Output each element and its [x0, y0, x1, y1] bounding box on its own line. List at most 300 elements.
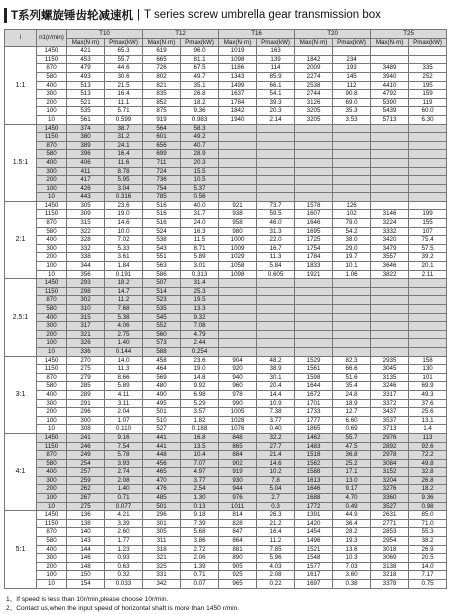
value-cell: [371, 339, 409, 348]
value-cell: [257, 167, 295, 176]
value-cell: 16.3: [181, 227, 219, 236]
value-cell: 8.78: [105, 167, 143, 176]
value-cell: 49.7: [181, 72, 219, 81]
value-cell: [333, 339, 371, 348]
value-cell: 73.7: [257, 201, 295, 210]
value-cell: 3.60: [333, 571, 371, 580]
value-cell: 930: [219, 476, 257, 485]
value-cell: 315: [67, 313, 105, 322]
value-cell: 75.4: [409, 236, 447, 245]
speed-cell: 300: [37, 244, 67, 253]
value-cell: 2853: [371, 528, 409, 537]
value-cell: 453: [67, 55, 105, 64]
value-cell: 2976: [371, 433, 409, 442]
value-cell: [333, 47, 371, 56]
value-cell: 1772: [295, 502, 333, 511]
value-cell: [371, 313, 409, 322]
value-cell: 30.6: [105, 72, 143, 81]
value-cell: [257, 193, 295, 202]
value-cell: [295, 184, 333, 193]
value-cell: 3646: [371, 262, 409, 271]
page-title: [4, 3, 446, 27]
value-cell: 1076: [219, 425, 257, 434]
value-cell: 14.4: [257, 390, 295, 399]
value-cell: 495: [143, 399, 181, 408]
speed-cell: 1150: [37, 442, 67, 451]
value-cell: 112: [333, 81, 371, 90]
value-cell: 516: [143, 210, 181, 219]
header-unit-torque: Max(N·m): [295, 38, 333, 47]
table-row: [5, 219, 447, 228]
value-cell: 7.8: [257, 476, 295, 485]
speed-cell: 400: [37, 313, 67, 322]
value-cell: 2.75: [105, 330, 143, 339]
value-cell: 3246: [371, 382, 409, 391]
header-model: T20: [295, 30, 371, 39]
value-cell: 374: [67, 124, 105, 133]
speed-cell: 580: [37, 537, 67, 546]
value-cell: 3135: [371, 373, 409, 382]
value-cell: 920: [219, 365, 257, 374]
speed-cell: 200: [37, 98, 67, 107]
value-cell: 1518: [295, 451, 333, 460]
header-unit-power: Pmax(kW): [105, 38, 143, 47]
value-cell: 270: [67, 356, 105, 365]
value-cell: 543: [143, 244, 181, 253]
value-cell: 3537: [371, 416, 409, 425]
value-cell: [371, 322, 409, 331]
value-cell: 1420: [295, 519, 333, 528]
value-cell: 501: [143, 502, 181, 511]
value-cell: 5.95: [105, 176, 143, 185]
value-cell: 7.39: [181, 519, 219, 528]
value-cell: 1725: [295, 236, 333, 245]
value-cell: 16.4: [257, 528, 295, 537]
value-cell: 1865: [295, 425, 333, 434]
value-cell: 3045: [371, 365, 409, 374]
value-cell: 130: [409, 365, 447, 374]
value-cell: 881: [219, 545, 257, 554]
value-cell: 20.3: [257, 107, 295, 116]
value-cell: 0.71: [105, 494, 143, 503]
value-cell: 71.0: [409, 519, 447, 528]
value-cell: 12.7: [333, 408, 371, 417]
value-cell: 5.29: [181, 399, 219, 408]
value-cell: [257, 322, 295, 331]
speed-cell: 400: [37, 236, 67, 245]
value-cell: 3940: [371, 72, 409, 81]
speed-cell: 100: [37, 107, 67, 116]
value-cell: 1011: [219, 502, 257, 511]
value-cell: 380: [67, 133, 105, 142]
table-row: [5, 330, 447, 339]
value-cell: 0.75: [409, 580, 447, 589]
value-cell: 69.9: [409, 382, 447, 391]
value-cell: 25.2: [333, 459, 371, 468]
value-cell: 140: [67, 528, 105, 537]
value-cell: 2.7: [257, 494, 295, 503]
value-cell: 19.0: [105, 210, 143, 219]
table-row: [5, 81, 447, 90]
value-cell: 10.3: [333, 554, 371, 563]
speed-cell: 200: [37, 330, 67, 339]
value-cell: 601: [143, 133, 181, 142]
value-cell: 527: [143, 425, 181, 434]
value-cell: [219, 339, 257, 348]
value-cell: 55.3: [409, 528, 447, 537]
value-cell: 10.0: [105, 227, 143, 236]
value-cell: [219, 133, 257, 142]
table-row: [5, 339, 447, 348]
value-cell: 3205: [295, 115, 333, 124]
value-cell: [409, 287, 447, 296]
value-cell: 551: [143, 253, 181, 262]
value-cell: 1.40: [105, 339, 143, 348]
table-row: [5, 545, 447, 554]
value-cell: 785: [143, 193, 181, 202]
value-cell: 1186: [219, 64, 257, 73]
value-cell: 3332: [371, 227, 409, 236]
value-cell: 17.1: [333, 468, 371, 477]
value-cell: 514: [143, 287, 181, 296]
value-cell: 569: [143, 373, 181, 382]
value-cell: 3360: [371, 494, 409, 503]
value-cell: 4792: [371, 90, 409, 99]
value-cell: 138: [67, 519, 105, 528]
speed-cell: 400: [37, 158, 67, 167]
value-cell: [257, 150, 295, 159]
speed-cell: 1150: [37, 365, 67, 374]
value-cell: 144: [67, 545, 105, 554]
value-cell: 3.77: [181, 476, 219, 485]
value-cell: 7.08: [181, 322, 219, 331]
value-cell: 79.0: [333, 219, 371, 228]
value-cell: 57.5: [409, 244, 447, 253]
value-cell: [333, 287, 371, 296]
value-cell: 31.7: [181, 210, 219, 219]
value-cell: 14.7: [105, 287, 143, 296]
value-cell: [295, 133, 333, 142]
value-cell: 14.8: [181, 373, 219, 382]
value-cell: 246: [67, 442, 105, 451]
table-row: [5, 305, 447, 314]
table-row: [5, 562, 447, 571]
value-cell: 573: [143, 339, 181, 348]
value-cell: 588: [143, 347, 181, 356]
table-row: [5, 141, 447, 150]
value-cell: [371, 287, 409, 296]
value-cell: [295, 313, 333, 322]
value-cell: 163: [257, 47, 295, 56]
ratio-cell: 1.5:1: [5, 124, 37, 201]
value-cell: 2538: [295, 81, 333, 90]
header-unit-power: Pmax(kW): [181, 38, 219, 47]
value-cell: 44.6: [105, 64, 143, 73]
value-cell: [219, 322, 257, 331]
speed-cell: 870: [37, 219, 67, 228]
value-cell: 0.983: [181, 115, 219, 124]
value-cell: 493: [67, 72, 105, 81]
speed-cell: 10: [37, 580, 67, 589]
value-cell: 26.9: [409, 545, 447, 554]
value-cell: 13.6: [333, 545, 371, 554]
value-cell: 1028: [219, 416, 257, 425]
value-cell: 2.74: [105, 468, 143, 477]
speed-cell: 1150: [37, 133, 67, 142]
value-cell: 3146: [371, 210, 409, 219]
table-row: [5, 227, 447, 236]
value-cell: 90.8: [333, 90, 371, 99]
table-row: [5, 193, 447, 202]
table-row: [5, 433, 447, 442]
value-cell: 665: [143, 55, 181, 64]
value-cell: 2009: [295, 64, 333, 73]
value-cell: 1701: [295, 399, 333, 408]
table-row: [5, 373, 447, 382]
value-cell: 85.9: [257, 72, 295, 81]
value-cell: [409, 305, 447, 314]
table-row: [5, 210, 447, 219]
table-row: [5, 279, 447, 288]
value-cell: 3372: [371, 399, 409, 408]
value-cell: 342: [143, 580, 181, 589]
value-cell: 2935: [371, 356, 409, 365]
value-cell: [295, 167, 333, 176]
value-cell: [333, 305, 371, 314]
value-cell: 925: [219, 571, 257, 580]
table-row: [5, 459, 447, 468]
value-cell: [371, 47, 409, 56]
value-cell: [295, 339, 333, 348]
value-cell: [333, 141, 371, 150]
value-cell: 39.2: [409, 253, 447, 262]
value-cell: 55.7: [333, 433, 371, 442]
value-cell: 563: [143, 262, 181, 271]
value-cell: 2.14: [257, 115, 295, 124]
value-cell: [295, 279, 333, 288]
value-cell: 5.89: [181, 253, 219, 262]
table-row: [5, 390, 447, 399]
value-cell: 0.56: [181, 193, 219, 202]
value-cell: 699: [143, 150, 181, 159]
value-cell: 1777: [295, 416, 333, 425]
value-cell: 5.84: [257, 262, 295, 271]
value-cell: 96.0: [181, 47, 219, 56]
value-cell: 18.9: [333, 399, 371, 408]
value-cell: 291: [67, 399, 105, 408]
value-cell: 92.6: [409, 442, 447, 451]
value-cell: 3420: [371, 236, 409, 245]
speed-cell: 400: [37, 81, 67, 90]
value-cell: [295, 47, 333, 56]
value-cell: 847: [219, 528, 257, 537]
value-cell: 7.54: [105, 442, 143, 451]
table-row: [5, 519, 447, 528]
value-cell: 28.2: [333, 528, 371, 537]
header-unit-power: Pmax(kW): [409, 38, 447, 47]
value-cell: 513: [67, 81, 105, 90]
value-cell: 332: [67, 244, 105, 253]
value-cell: 6.30: [409, 115, 447, 124]
value-cell: 139: [257, 55, 295, 64]
table-row: [5, 365, 447, 374]
value-cell: 1688: [295, 494, 333, 503]
value-cell: [409, 296, 447, 305]
title-english: T series screw umbrella gear transmission box: [144, 9, 381, 21]
value-cell: 3.01: [181, 262, 219, 271]
value-cell: 14.6: [105, 219, 143, 228]
value-cell: 1697: [295, 580, 333, 589]
value-cell: 3527: [371, 502, 409, 511]
value-cell: [371, 55, 409, 64]
table-row: [5, 476, 447, 485]
value-cell: 7.07: [181, 459, 219, 468]
table-row: [5, 72, 447, 81]
value-cell: 724: [143, 167, 181, 176]
value-cell: 19.3: [333, 537, 371, 546]
value-cell: 960: [219, 382, 257, 391]
value-cell: 726: [143, 64, 181, 73]
value-cell: 344: [67, 262, 105, 271]
table-row: [5, 270, 447, 279]
value-cell: 302: [67, 296, 105, 305]
value-cell: [333, 330, 371, 339]
value-cell: 7.38: [257, 408, 295, 417]
header-model: T10: [67, 30, 143, 39]
value-cell: [371, 279, 409, 288]
value-cell: 11.5: [181, 236, 219, 245]
value-cell: 13.5: [181, 442, 219, 451]
value-cell: 902: [219, 459, 257, 468]
value-cell: 1842: [295, 55, 333, 64]
header-unit-power: Pmax(kW): [333, 38, 371, 47]
value-cell: 470: [143, 476, 181, 485]
value-cell: 711: [143, 158, 181, 167]
value-cell: 513: [67, 90, 105, 99]
value-cell: 821: [143, 81, 181, 90]
value-cell: 328: [67, 236, 105, 245]
value-cell: 16.4: [105, 150, 143, 159]
value-cell: 5.89: [105, 382, 143, 391]
value-cell: 1617: [295, 571, 333, 580]
value-cell: [219, 330, 257, 339]
value-cell: 523: [143, 296, 181, 305]
value-cell: 25.6: [409, 408, 447, 417]
value-cell: 11.3: [105, 365, 143, 374]
value-cell: 298: [67, 287, 105, 296]
value-cell: [295, 347, 333, 356]
value-cell: 1672: [295, 390, 333, 399]
value-cell: 257: [67, 468, 105, 477]
value-cell: 1577: [295, 562, 333, 571]
table-row: [5, 47, 447, 56]
speed-cell: 300: [37, 476, 67, 485]
speed-cell: 1450: [37, 47, 67, 56]
spec-table-wrapper: [4, 29, 446, 589]
header-unit-torque: Max(N·m): [371, 38, 409, 47]
value-cell: 476: [143, 485, 181, 494]
value-cell: 20.1: [409, 262, 447, 271]
value-cell: 490: [143, 390, 181, 399]
value-cell: 485: [143, 494, 181, 503]
value-cell: 938: [219, 210, 257, 219]
table-row: [5, 528, 447, 537]
value-cell: [257, 158, 295, 167]
value-cell: [409, 193, 447, 202]
value-cell: [371, 150, 409, 159]
speed-cell: 580: [37, 227, 67, 236]
value-cell: 335: [409, 64, 447, 73]
value-cell: 2.72: [181, 545, 219, 554]
value-cell: 3138: [371, 562, 409, 571]
value-cell: 38.2: [409, 537, 447, 546]
value-cell: 20.3: [181, 158, 219, 167]
value-cell: 1.23: [105, 545, 143, 554]
value-cell: 905: [219, 562, 257, 571]
value-cell: 2954: [371, 537, 409, 546]
speed-cell: 10: [37, 270, 67, 279]
speed-cell: 1150: [37, 287, 67, 296]
value-cell: 69.0: [333, 98, 371, 107]
value-cell: 13.0: [333, 476, 371, 485]
value-cell: [371, 193, 409, 202]
value-cell: 31.3: [257, 227, 295, 236]
value-cell: [333, 176, 371, 185]
value-cell: [409, 150, 447, 159]
value-cell: 331: [143, 571, 181, 580]
value-cell: 980: [219, 227, 257, 236]
value-cell: 3479: [371, 244, 409, 253]
value-cell: 1009: [219, 244, 257, 253]
value-cell: 479: [67, 64, 105, 73]
value-cell: 10.2: [257, 468, 295, 477]
value-cell: 38.7: [105, 124, 143, 133]
table-row: [5, 408, 447, 417]
value-cell: 19.5: [181, 296, 219, 305]
value-cell: 49.2: [181, 133, 219, 142]
value-cell: 72.2: [409, 451, 447, 460]
value-cell: 890: [219, 554, 257, 563]
value-cell: [371, 176, 409, 185]
table-row: [5, 158, 447, 167]
value-cell: 875: [143, 107, 181, 116]
value-cell: 285: [67, 382, 105, 391]
value-cell: 3437: [371, 408, 409, 417]
table-row: [5, 554, 447, 563]
header-model: T16: [219, 30, 295, 39]
table-row: [5, 356, 447, 365]
value-cell: 5713: [371, 115, 409, 124]
value-cell: [219, 279, 257, 288]
value-cell: 1562: [295, 459, 333, 468]
value-cell: 389: [67, 141, 105, 150]
value-cell: 1588: [295, 468, 333, 477]
value-cell: 7.17: [409, 571, 447, 580]
value-cell: 510: [143, 416, 181, 425]
value-cell: 36.8: [333, 451, 371, 460]
value-cell: 2.11: [409, 270, 447, 279]
speed-cell: 870: [37, 528, 67, 537]
speed-cell: 300: [37, 167, 67, 176]
value-cell: 249: [67, 451, 105, 460]
value-cell: 4.21: [105, 511, 143, 520]
value-cell: 3205: [295, 107, 333, 116]
value-cell: 426: [67, 184, 105, 193]
value-cell: [257, 287, 295, 296]
value-cell: [219, 184, 257, 193]
speed-cell: 400: [37, 390, 67, 399]
value-cell: [371, 305, 409, 314]
